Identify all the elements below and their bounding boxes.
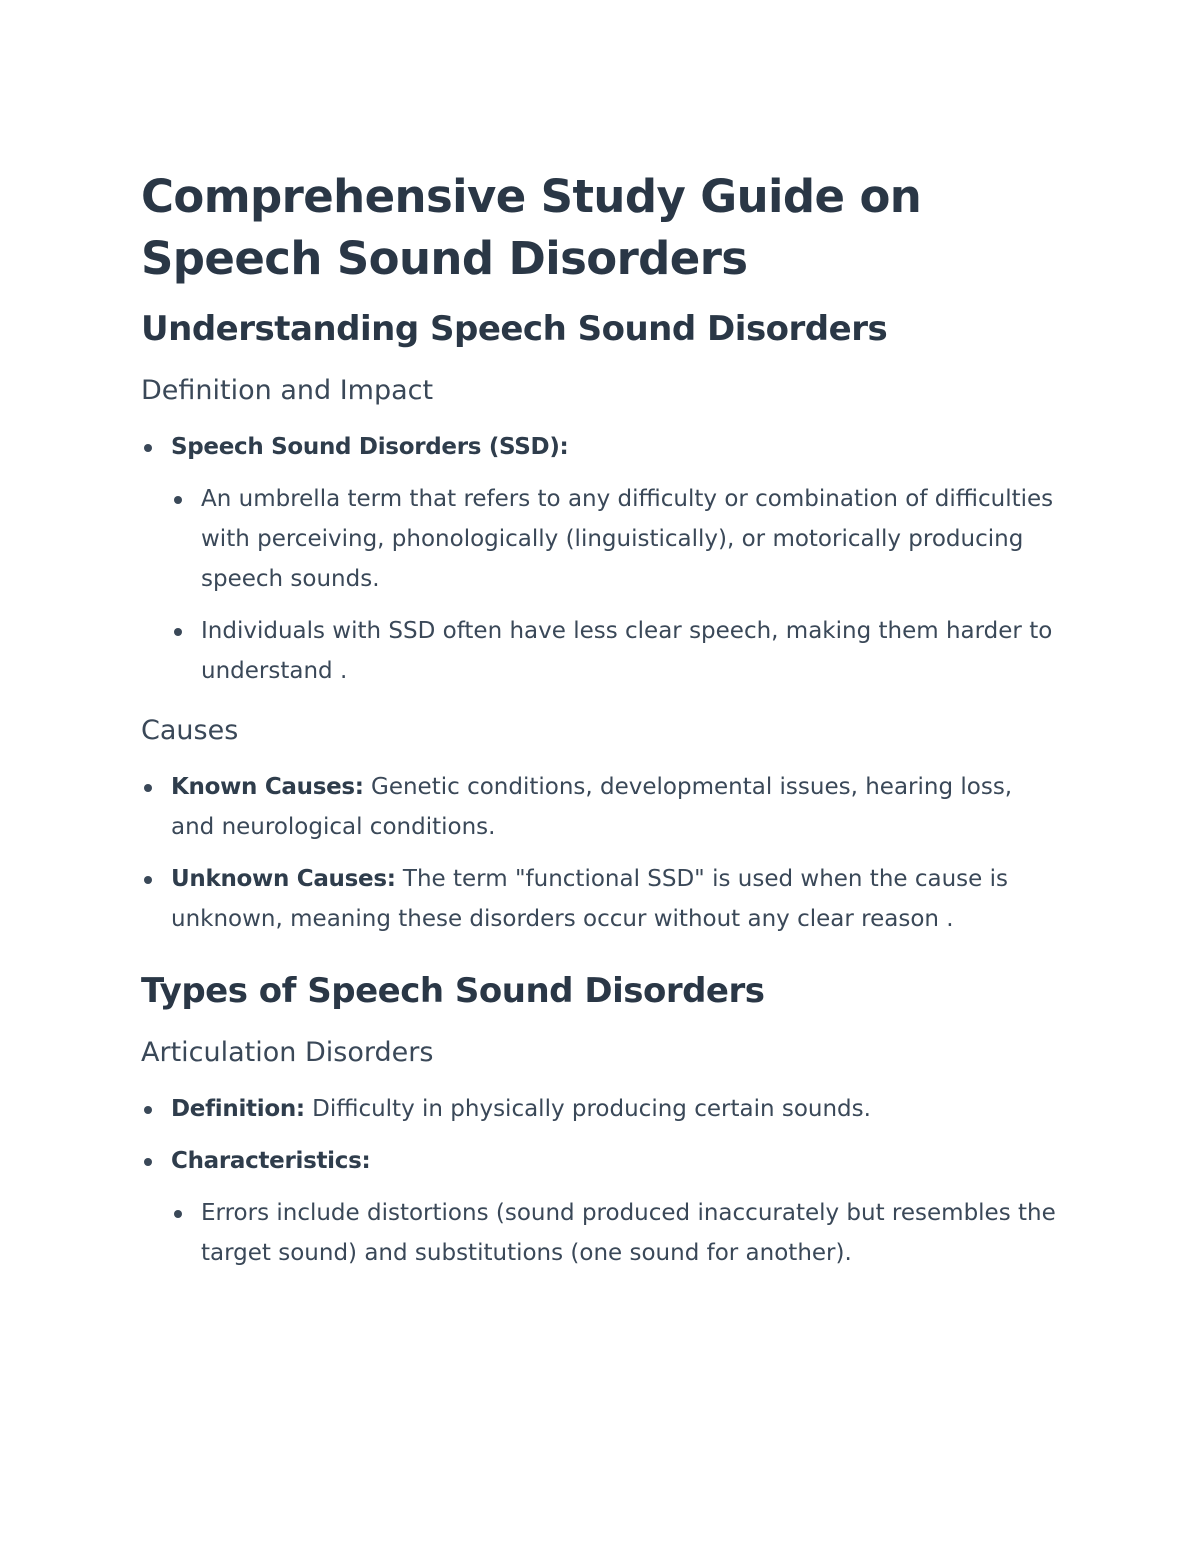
list-item: An umbrella term that refers to any difficulty or combination of difficulties with perceiving, phonologically (linguistically), or motorically producing speech sounds. xyxy=(171,479,1061,599)
list-item xyxy=(141,427,1061,691)
nested-list xyxy=(171,479,1061,691)
term-text: Difficulty in physically producing certain sounds. xyxy=(304,1096,871,1122)
document-page xyxy=(141,166,1061,1273)
term-label: Characteristics: xyxy=(171,1148,371,1174)
term-label: Unknown Causes: xyxy=(171,866,396,892)
articulation-list xyxy=(141,1089,1061,1273)
subsection-heading-causes: Causes xyxy=(141,715,239,746)
list-item xyxy=(141,767,1061,847)
term-label: Speech Sound Disorders (SSD): xyxy=(171,434,569,460)
term-label: Definition: xyxy=(171,1096,305,1122)
causes-list xyxy=(141,767,1061,939)
subsection-heading-definition: Definition and Impact xyxy=(141,375,434,406)
nested-list xyxy=(171,1193,1061,1273)
subsection-heading-articulation: Articulation Disorders xyxy=(141,1037,434,1068)
term-text: The term "functional SSD" is used when the cause is unknown, meaning these disorders occur without any clear reason . xyxy=(171,866,1008,932)
term-label: Known Causes: xyxy=(171,774,364,800)
list-item xyxy=(141,1141,1061,1273)
section-heading-understanding: Understanding Speech Sound Disorders xyxy=(141,309,888,349)
term-text: Genetic conditions, developmental issues, hearing loss, and neurological conditions. xyxy=(171,774,1013,840)
definition-list xyxy=(141,427,1061,691)
list-item xyxy=(141,859,1061,939)
section-heading-types: Types of Speech Sound Disorders xyxy=(141,971,765,1011)
list-item: Individuals with SSD often have less clear speech, making them harder to understand . xyxy=(171,611,1061,691)
document-title: Comprehensive Study Guide on Speech Sound Disorders xyxy=(141,170,922,285)
list-item xyxy=(141,1089,1061,1129)
list-item: Errors include distortions (sound produced inaccurately but resembles the target sound) and substitutions (one sound for another). xyxy=(171,1193,1061,1273)
